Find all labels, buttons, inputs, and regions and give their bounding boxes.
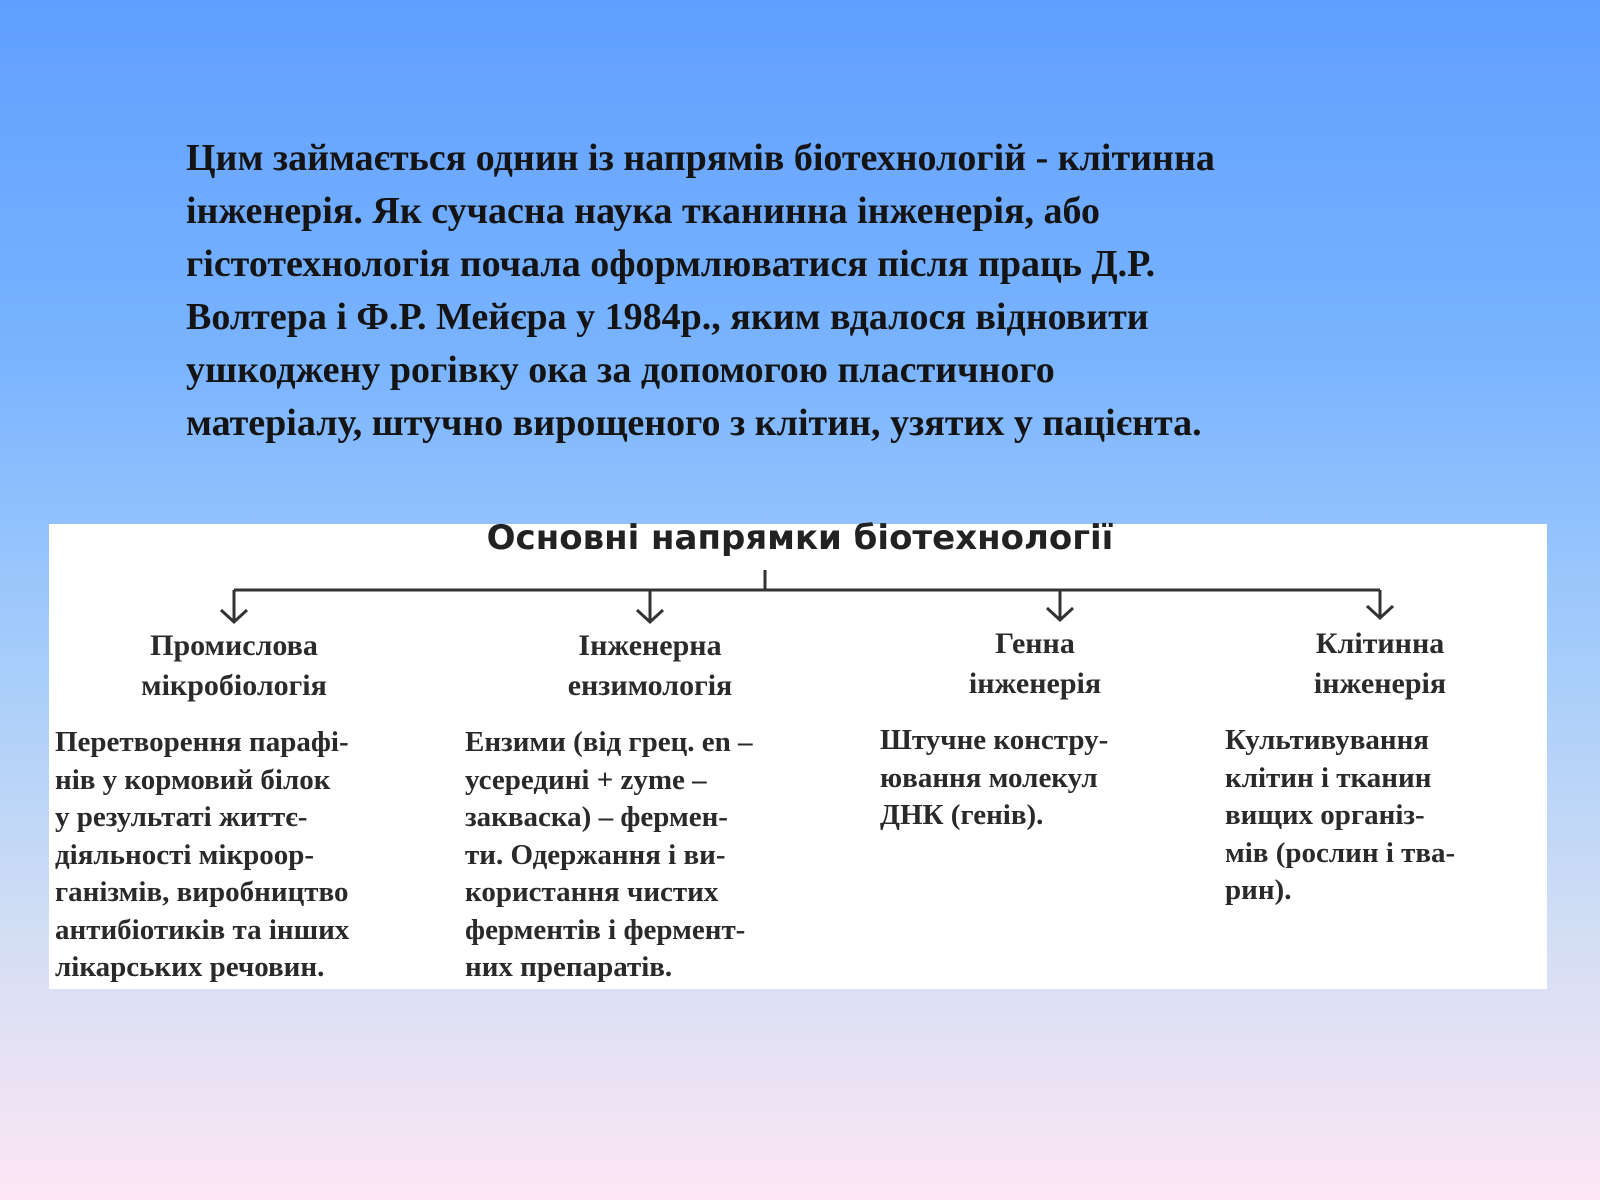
diagram-title: Основні напрямки біотехнології (486, 518, 1114, 558)
desc-line: антибіотиків та інших (55, 913, 350, 946)
desc-line: діяльності мікроор- (55, 838, 315, 871)
desc-line: Культивування (1225, 724, 1429, 756)
branch-desc-cell-engineering (1225, 722, 1543, 910)
desc-line: ганізмів, виробництво (55, 876, 349, 908)
desc-line: ферментів і фермент- (465, 913, 746, 946)
intro-line: ушкоджену рогівку ока за допомогою пластичного (186, 349, 1055, 391)
branch-title-line: Клітинна (1315, 627, 1445, 660)
desc-line: у результаті життє- (55, 801, 308, 833)
intro-line: інженерія. Як сучасна наука тканинна інженерія, або (186, 190, 1101, 232)
intro-line: гістотехнологія почала оформлюватися після праць Д.Р. (186, 243, 1156, 285)
desc-line: Штучне констру- (880, 724, 1109, 756)
desc-line: мів (рослин і тва- (1225, 836, 1456, 869)
branch-title-line: ензимологія (567, 669, 733, 702)
intro-line: Цим займається однин із напрямів біотехнологій - клітинна (186, 137, 1215, 179)
branch-title-line: Промислова (150, 629, 318, 662)
branch-title-enzyme-engineering (500, 626, 800, 706)
desc-line: вищих організ- (1225, 799, 1425, 831)
branch-desc-genetic-engineering (880, 722, 1190, 835)
branch-title-genetic-engineering (905, 624, 1165, 704)
desc-line: закваска) – фермен- (465, 801, 728, 833)
desc-line: Перетворення парафі- (55, 726, 349, 758)
branch-title-line: мікробіологія (141, 669, 327, 702)
branch-title-line: інженерія (968, 667, 1102, 700)
intro-line: матеріалу, штучно вирощеного з клітин, узятих у пацієнта. (186, 402, 1202, 444)
desc-line: ДНК (генів). (880, 799, 1044, 831)
branch-title-cell-engineering (1240, 624, 1520, 704)
branch-desc-industrial-microbiology (55, 724, 427, 987)
branch-title-line: Генна (995, 627, 1075, 660)
desc-line: рин). (1225, 874, 1292, 906)
branch-title-industrial-microbiology (84, 626, 384, 706)
intro-line: Волтера і Ф.Р. Мейєра у 1984р., яким вдалося відновити (186, 296, 1149, 338)
desc-line: лікарських речовин. (55, 951, 325, 983)
desc-line: нів у кормовий білок (55, 763, 331, 796)
desc-line: ти. Одержання і ви- (465, 838, 726, 871)
desc-line: клітин і тканин (1225, 761, 1432, 794)
branch-title-line: Інженерна (578, 629, 722, 662)
branch-title-line: інженерія (1313, 667, 1447, 700)
desc-line: усередині + zyme – (465, 763, 707, 796)
branch-desc-enzyme-engineering (465, 724, 837, 987)
desc-line: Ензими (від грец. en – (465, 726, 753, 758)
desc-line: користання чистих (465, 876, 719, 908)
desc-line: них препаратів. (465, 951, 673, 983)
desc-line: ювання молекул (880, 761, 1098, 794)
